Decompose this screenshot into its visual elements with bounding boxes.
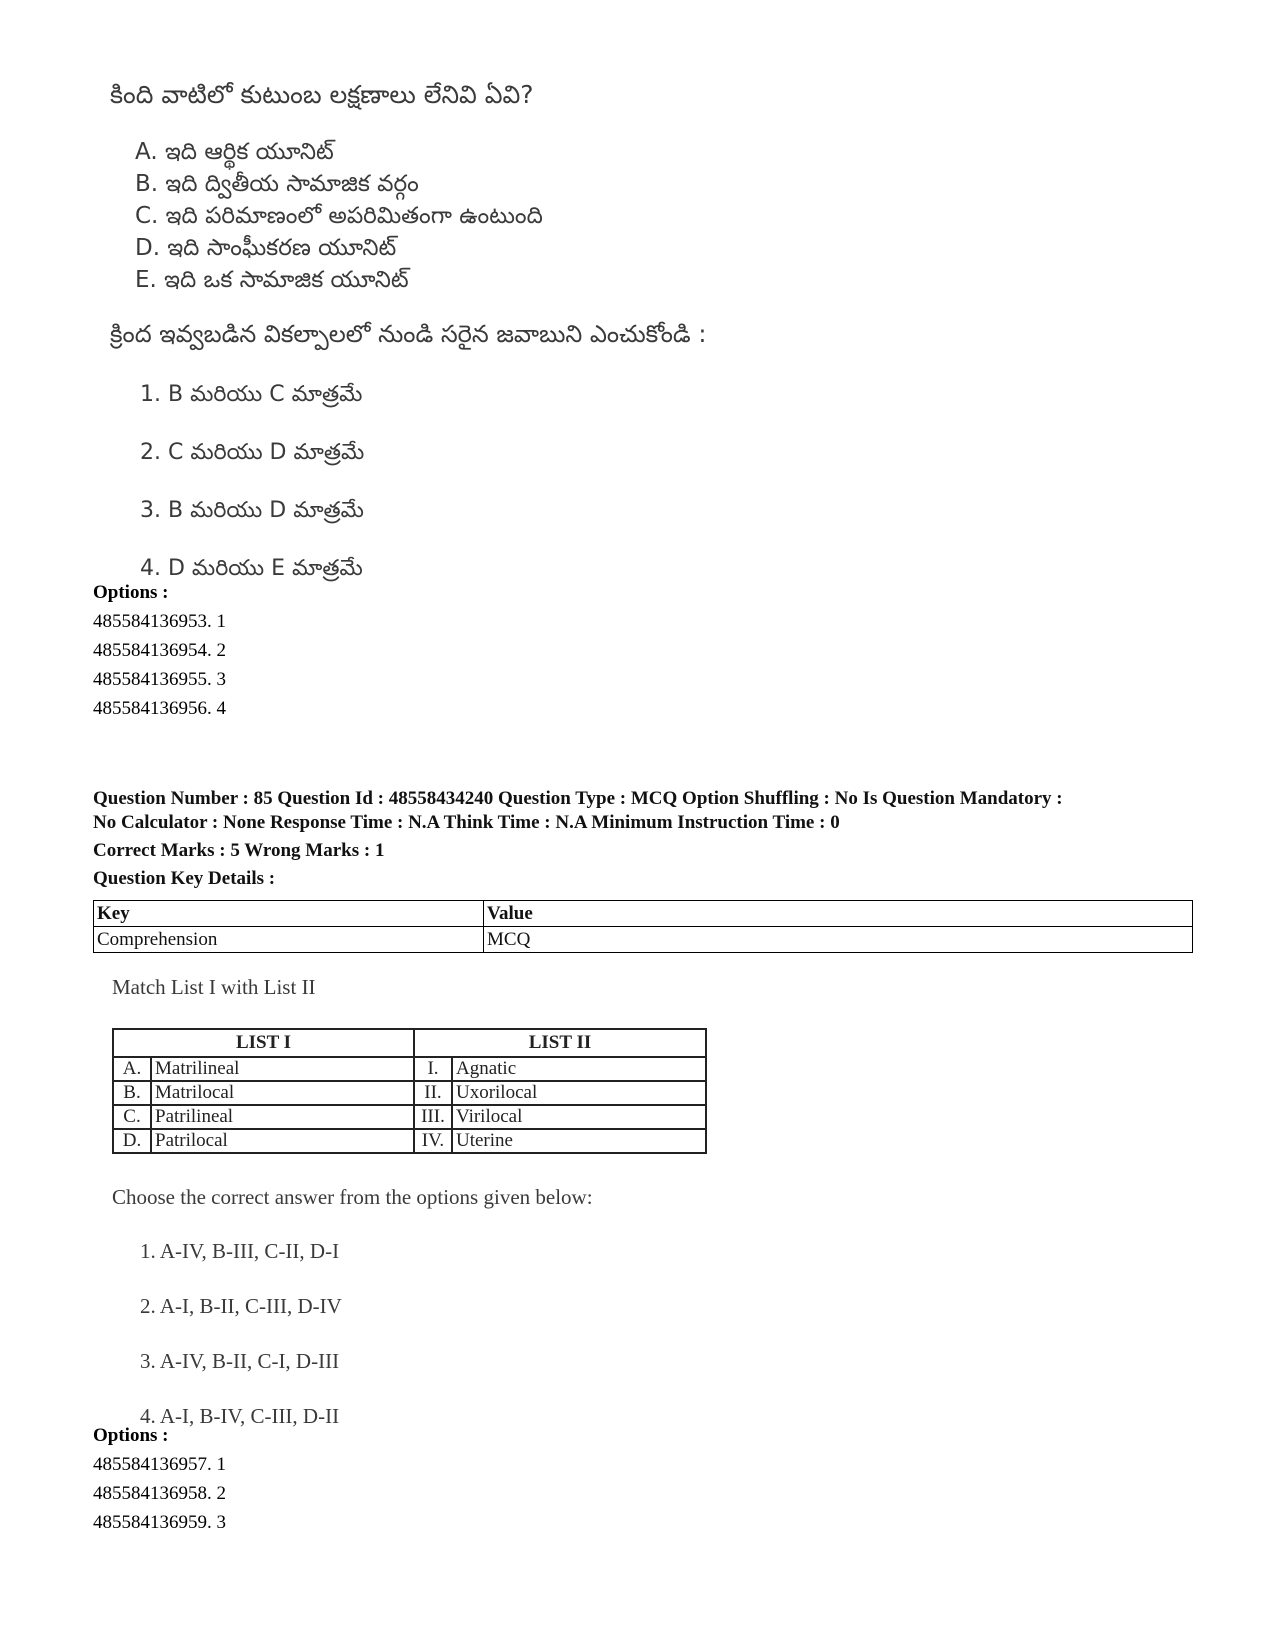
list-ii-label: II. (414, 1081, 452, 1105)
q1-statement-e: E. ఇది ఒక సామాజిక యూనిట్ (135, 267, 409, 293)
q2-match-table (112, 1028, 707, 1154)
q2-choose-instruction: Choose the correct answer from the options given below: (112, 1185, 593, 1209)
q2-key-table (93, 900, 1193, 953)
q1-option-id-4: 485584136956. 4 (93, 698, 226, 719)
q1-statement-d: D. ఇది సాంఘీకరణ యూనిట్ (135, 235, 397, 261)
q1-options-block (93, 578, 226, 723)
q1-option-id-1: 485584136953. 1 (93, 611, 226, 632)
list-i-item: Patrilineal (151, 1105, 414, 1129)
q2-metadata (93, 787, 1193, 891)
q1-statement-b: B. ఇది ద్వితీయ సామాజిక వర్గం (135, 171, 419, 197)
list-i-item: Matrilocal (151, 1081, 414, 1105)
match-table-row (113, 1129, 706, 1153)
q1-choice-2: 2. C మరియు D మాత్రమే (140, 440, 365, 465)
list-ii-item: Uterine (452, 1129, 706, 1153)
list-ii-item: Virilocal (452, 1105, 706, 1129)
list-i-label: C. (113, 1105, 151, 1129)
q1-choose-instruction: క్రింద ఇవ్వబడిన వికల్పాలలో నుండి సరైన జవాబుని ఎంచుకోండి : (110, 320, 707, 348)
q1-options-label: Options : (93, 582, 169, 603)
match-table-row (113, 1081, 706, 1105)
list-i-item: Patrilocal (151, 1129, 414, 1153)
list-ii-label: I. (414, 1057, 452, 1081)
q1-option-id-3: 485584136955. 3 (93, 669, 226, 690)
q2-choice-3: 3. A-IV, B-II, C-I, D-III (140, 1349, 340, 1373)
q2-choice-2: 2. A-I, B-II, C-III, D-IV (140, 1294, 342, 1318)
q1-statements (135, 136, 543, 296)
q1-question-stem: కింది వాటిలో కుటుంబ లక్షణాలు లేనివి ఏవి? (110, 80, 534, 109)
q2-choice-1: 1. A-IV, B-III, C-II, D-I (140, 1239, 340, 1263)
q1-choice-4: 4. D మరియు E మాత్రమే (140, 556, 363, 581)
key-cell: Comprehension (94, 927, 484, 953)
q2-option-id-3: 485584136959. 3 (93, 1512, 226, 1533)
list-ii-header: LIST II (414, 1029, 706, 1057)
list-ii-item: Uxorilocal (452, 1081, 706, 1105)
q2-options-block (93, 1421, 226, 1537)
q1-choice-3: 3. B మరియు D మాత్రమే (140, 498, 364, 523)
q2-option-id-2: 485584136958. 2 (93, 1483, 226, 1504)
list-i-label: B. (113, 1081, 151, 1105)
q1-statement-a: A. ఇది ఆర్థిక యూనిట్ (135, 139, 334, 165)
q2-options-label: Options : (93, 1425, 169, 1446)
q1-option-id-2: 485584136954. 2 (93, 640, 226, 661)
key-table-row (94, 927, 1193, 953)
match-table-row (113, 1105, 706, 1129)
q2-marks: Correct Marks : 5 Wrong Marks : 1 (93, 840, 385, 861)
match-table-header-row (113, 1029, 706, 1057)
value-cell: MCQ (484, 927, 1193, 953)
list-ii-item: Agnatic (452, 1057, 706, 1081)
list-ii-label: III. (414, 1105, 452, 1129)
list-i-label: D. (113, 1129, 151, 1153)
q2-match-title: Match List I with List II (112, 975, 316, 999)
q2-choice-4: 4. A-I, B-IV, C-III, D-II (140, 1404, 340, 1428)
key-table-header-row (94, 901, 1193, 927)
list-i-item: Matrilineal (151, 1057, 414, 1081)
q2-key-details-label: Question Key Details : (93, 868, 276, 889)
q1-choice-1: 1. B మరియు C మాత్రమే (140, 382, 363, 407)
value-header: Value (484, 901, 1193, 927)
key-header: Key (94, 901, 484, 927)
q1-statement-c: C. ఇది పరిమాణంలో అపరిమితంగా ఉంటుంది (135, 203, 543, 229)
q2-meta-line-2: No Calculator : None Response Time : N.A Think Time : N.A Minimum Instruction Time : 0 (93, 812, 840, 833)
match-table-row (113, 1057, 706, 1081)
q2-option-id-1: 485584136957. 1 (93, 1454, 226, 1475)
list-i-label: A. (113, 1057, 151, 1081)
list-i-header: LIST I (113, 1029, 414, 1057)
q2-meta-line-1: Question Number : 85 Question Id : 48558434240 Question Type : MCQ Option Shuffling : No Is Question Mandatory : (93, 788, 1063, 809)
list-ii-label: IV. (414, 1129, 452, 1153)
